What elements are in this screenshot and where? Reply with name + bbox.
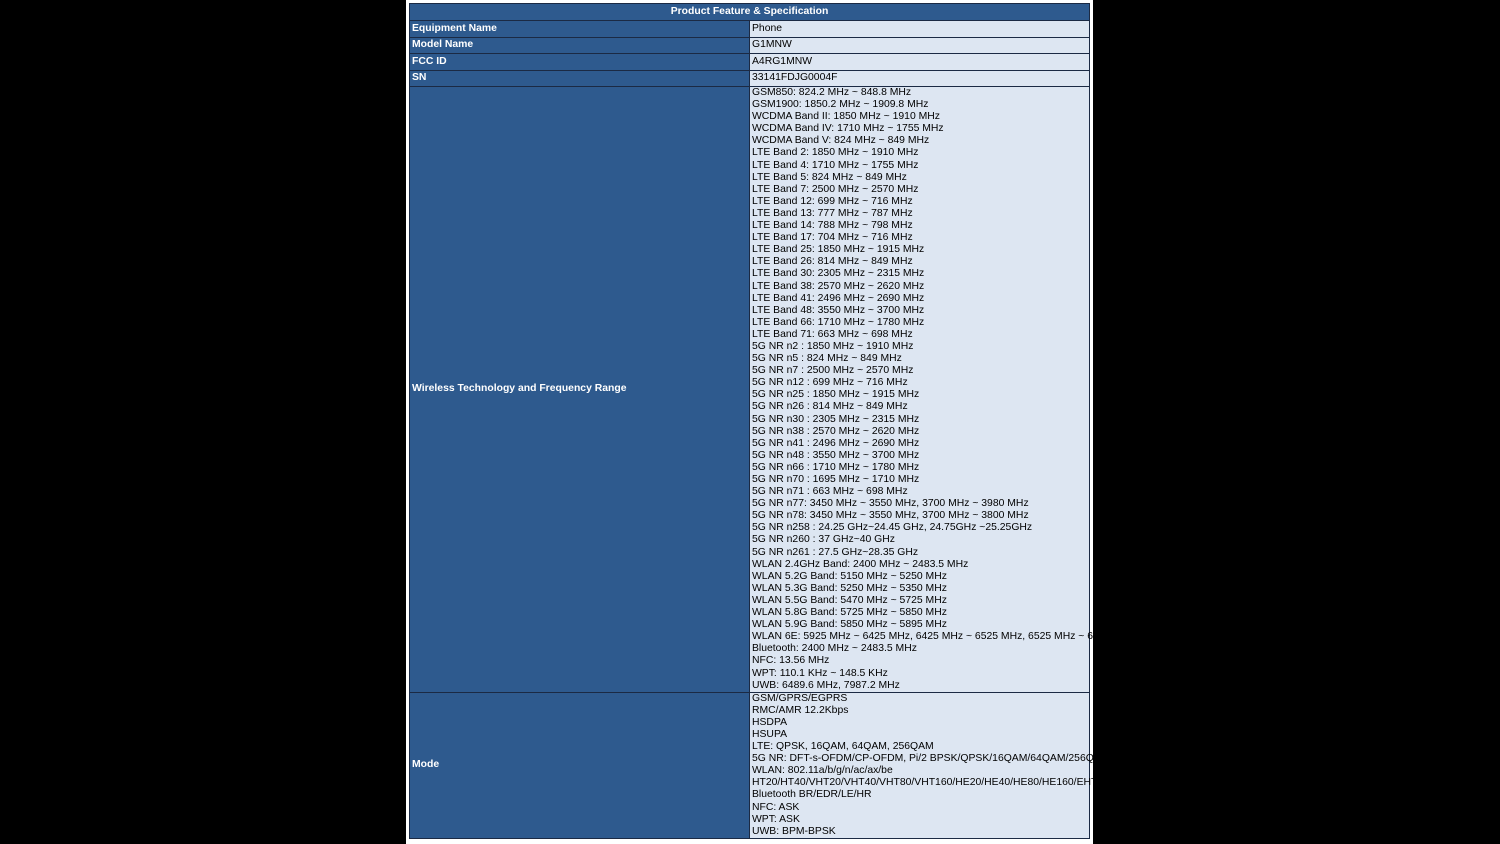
spec-line: RMC/AMR 12.2Kbps [752, 704, 849, 716]
spec-line: LTE Band 17: 704 MHz ~ 716 MHz [752, 232, 913, 244]
spec-line: UWB: BPM-BPSK [752, 825, 836, 837]
spec-line: WPT: ASK [752, 813, 800, 825]
spec-line: LTE Band 41: 2496 MHz ~ 2690 MHz [752, 292, 925, 304]
spec-line: GSM/GPRS/EGPRS [752, 692, 848, 704]
wireless-label: Wireless Technology and Frequency Range [410, 87, 750, 693]
spec-line: 5G NR n5 : 824 MHz ~ 849 MHz [752, 353, 902, 365]
spec-line: WCDMA Band II: 1850 MHz ~ 1910 MHz [752, 111, 940, 123]
spec-line: HSDPA [752, 716, 788, 728]
spec-line: 5G NR n2 : 1850 MHz ~ 1910 MHz [752, 340, 914, 352]
spec-line: 5G NR n70 : 1695 MHz ~ 1710 MHz [752, 474, 920, 485]
spec-line: 5G NR n258 : 24.25 GHz~24.45 GHz, 24.75GHz ~25.25GHz [752, 522, 1033, 534]
mode-row [410, 692, 1090, 838]
spec-line: WPT: 110.1 KHz ~ 148.5 KHz [752, 667, 888, 679]
spec-line: UWB: 6489.6 MHz, 7987.2 MHz [752, 679, 900, 691]
spec-line: LTE Band 71: 663 MHz ~ 698 MHz [752, 328, 913, 340]
spec-line: 5G NR n30 : 2305 MHz ~ 2315 MHz [752, 413, 920, 425]
spec-line: LTE Band 26: 814 MHz ~ 849 MHz [752, 256, 913, 268]
spec-line: LTE Band 30: 2305 MHz ~ 2315 MHz [752, 268, 925, 280]
spec-line: 5G NR n7 : 2500 MHz ~ 2570 MHz [752, 365, 914, 377]
spec-line: WLAN 6E: 5925 MHz ~ 6425 MHz, 6425 MHz ~ 6525 MHz, 6525 MHz ~ 6875 MHz, 6875 MHz ~ 7125 MHz [752, 631, 1247, 643]
spec-line: GSM1900: 1850.2 MHz ~ 1909.8 MHz [752, 99, 929, 111]
spec-line: WLAN 5.5G Band: 5470 MHz ~ 5725 MHz [752, 594, 947, 606]
spec-line: LTE Band 38: 2570 MHz ~ 2620 MHz [752, 280, 925, 292]
spec-line: 5G NR n71 : 663 MHz ~ 698 MHz [752, 486, 908, 498]
spec-line: 5G NR n78: 3450 MHz ~ 3550 MHz, 3700 MHz ~ 3800 MHz [752, 510, 1029, 522]
spec-line: LTE Band 13: 777 MHz ~ 787 MHz [752, 207, 913, 219]
row-value: 33141FDJG0004F [750, 70, 1090, 87]
wireless-frequency-list [750, 87, 1247, 693]
spec-line: WLAN 5.3G Band: 5250 MHz ~ 5350 MHz [752, 582, 947, 594]
spec-line: LTE Band 4: 1710 MHz ~ 1755 MHz [752, 159, 919, 171]
spec-line: 5G NR n261 : 27.5 GHz~28.35 GHz [752, 546, 919, 558]
row-label: FCC ID [410, 54, 750, 71]
spec-line: WLAN 2.4GHz Band: 2400 MHz ~ 2483.5 MHz [752, 558, 969, 570]
spec-line: NFC: ASK [752, 801, 800, 813]
row-label: Model Name [410, 37, 750, 54]
spec-line: LTE: QPSK, 16QAM, 64QAM, 256QAM [752, 741, 934, 753]
spec-line: GSM850: 824.2 MHz ~ 848.8 MHz [752, 87, 912, 98]
spec-line: 5G NR n12 : 699 MHz ~ 716 MHz [752, 377, 908, 389]
spec-line: 5G NR n25 : 1850 MHz ~ 1915 MHz [752, 389, 920, 401]
spec-sheet [406, 0, 1247, 844]
spec-line: 5G NR n260 : 37 GHz~40 GHz [752, 534, 895, 546]
spec-line: LTE Band 25: 1850 MHz ~ 1915 MHz [752, 244, 925, 256]
spec-line: LTE Band 12: 699 MHz ~ 716 MHz [752, 195, 913, 207]
spec-line: Bluetooth BR/EDR/LE/HR [752, 789, 872, 801]
row-value: G1MNW [750, 37, 1090, 54]
spec-line: WLAN 5.8G Band: 5725 MHz ~ 5850 MHz [752, 607, 947, 619]
row-value: A4RG1MNW [750, 54, 1090, 71]
spec-line: WCDMA Band V: 824 MHz ~ 849 MHz [752, 135, 930, 147]
spec-line: 5G NR n66 : 1710 MHz ~ 1780 MHz [752, 461, 920, 473]
table-row [410, 21, 1090, 38]
table-row [410, 70, 1090, 87]
mode-list [750, 692, 1221, 838]
table-title: Product Feature & Specification [410, 4, 1090, 21]
row-value: Phone [750, 21, 1090, 38]
spec-line: Bluetooth: 2400 MHz ~ 2483.5 MHz [752, 643, 917, 655]
spec-line: HSUPA [752, 728, 788, 740]
spec-line: LTE Band 5: 824 MHz ~ 849 MHz [752, 171, 907, 183]
table-row [410, 37, 1090, 54]
spec-line: WLAN: 802.11a/b/g/n/ac/ax/be [752, 765, 893, 777]
spec-line: LTE Band 14: 788 MHz ~ 798 MHz [752, 220, 913, 232]
spec-line: LTE Band 66: 1710 MHz ~ 1780 MHz [752, 316, 925, 328]
spec-line: 5G NR n38 : 2570 MHz ~ 2620 MHz [752, 425, 920, 437]
wireless-row [410, 87, 1090, 693]
spec-line: NFC: 13.56 MHz [752, 655, 830, 667]
row-label: SN [410, 70, 750, 87]
spec-line: WLAN 5.2G Band: 5150 MHz ~ 5250 MHz [752, 570, 947, 582]
spec-line: LTE Band 7: 2500 MHz ~ 2570 MHz [752, 183, 919, 195]
spec-line: 5G NR n48 : 3550 MHz ~ 3700 MHz [752, 449, 920, 461]
spec-line: 5G NR: DFT-s-OFDM/CP-OFDM, Pi/2 BPSK/QPSK/16QAM/64QAM/256QAM [752, 753, 1110, 765]
spec-line: 5G NR n41 : 2496 MHz ~ 2690 MHz [752, 437, 920, 449]
spec-line: LTE Band 48: 3550 MHz ~ 3700 MHz [752, 304, 925, 316]
spec-line: 5G NR n77: 3450 MHz ~ 3550 MHz, 3700 MHz ~ 3980 MHz [752, 498, 1029, 510]
spec-line: WLAN 5.9G Band: 5850 MHz ~ 5895 MHz [752, 619, 947, 631]
table-row [410, 54, 1090, 71]
spec-table [409, 3, 1247, 839]
spec-line: HT20/HT40/VHT20/VHT40/VHT80/VHT160/HE20/HE40/HE80/HE160/EHT20/EHT40/EHT80/EHT160 [752, 777, 1221, 789]
mode-label: Mode [410, 692, 750, 838]
spec-line: 5G NR n26 : 814 MHz ~ 849 MHz [752, 401, 908, 413]
spec-line: WCDMA Band IV: 1710 MHz ~ 1755 MHz [752, 123, 944, 135]
spec-line: LTE Band 2: 1850 MHz ~ 1910 MHz [752, 147, 919, 159]
row-label: Equipment Name [410, 21, 750, 38]
